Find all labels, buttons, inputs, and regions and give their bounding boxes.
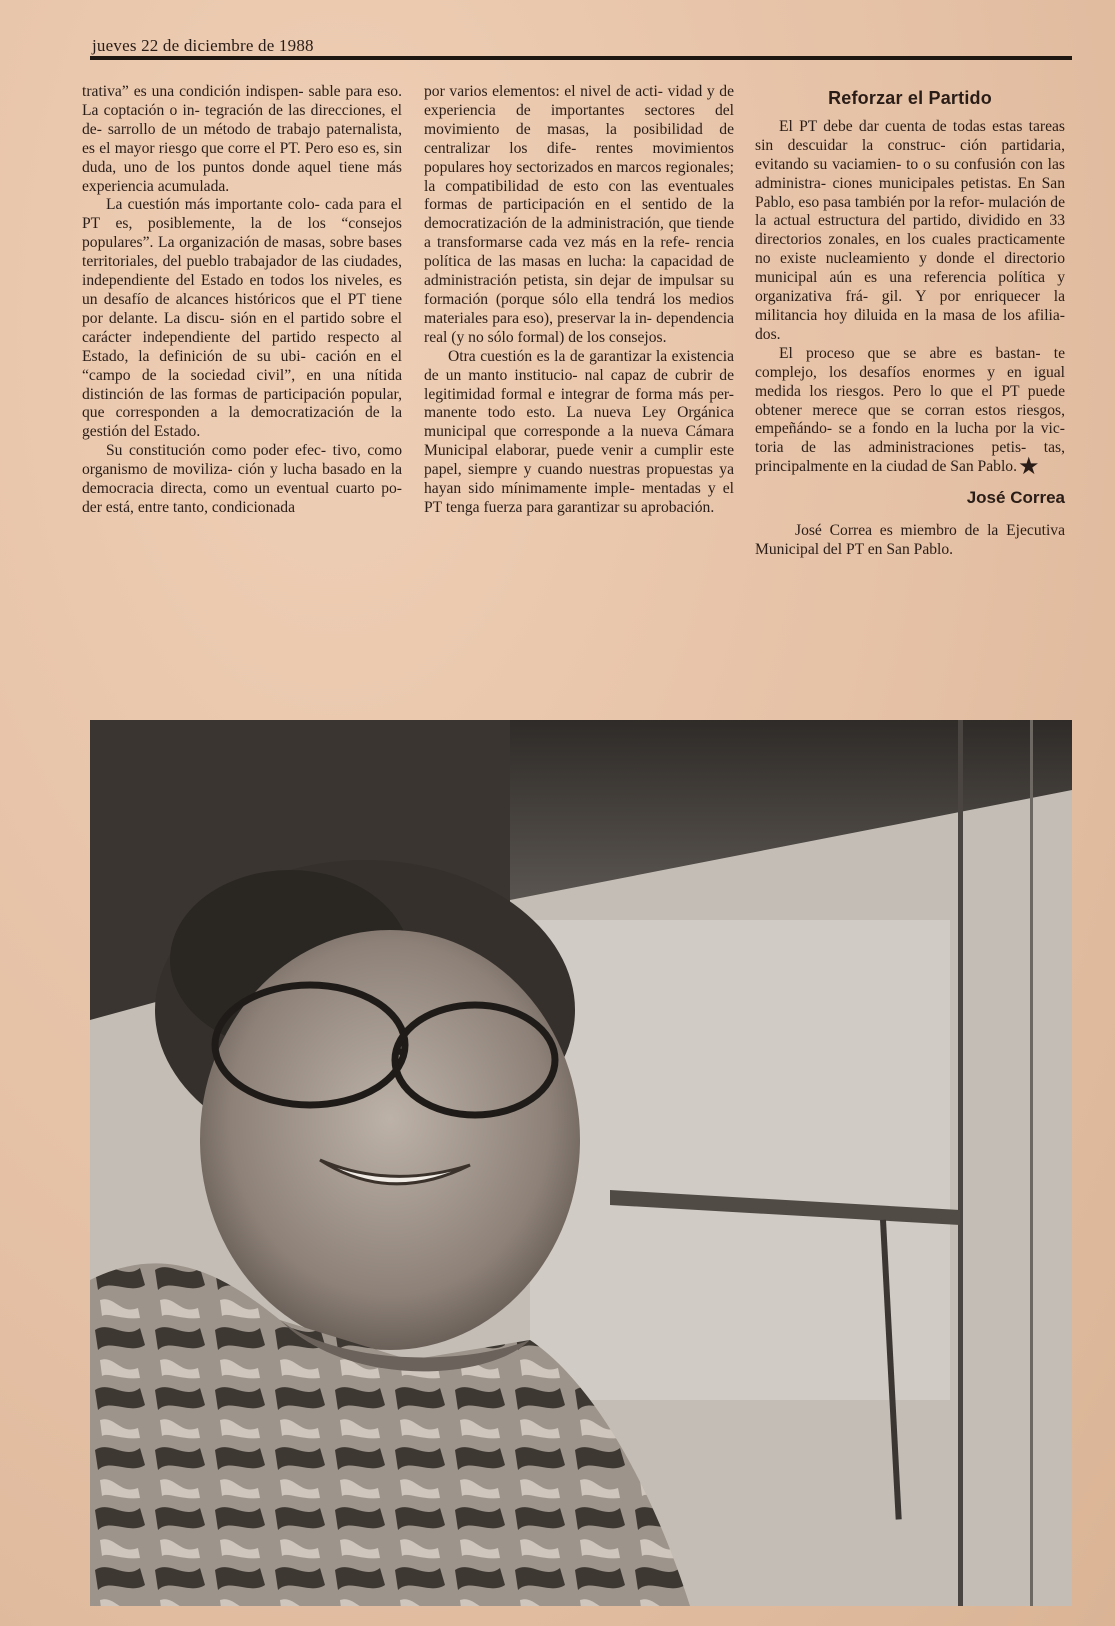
- paragraph: [755, 344, 1065, 481]
- header-rule: [90, 56, 1072, 60]
- paragraph: Otra cuestión es la de garantizar la existencia de un manto institucio- nal capaz de cubrir de legitimidad formal e integrar de forma más per- manente todo esto. La nueva Ley Orgánica municipal que corresponde a la nueva Cámara Municipal elaborar, puede venir a cumplir este papel, siempre y cuando nuestras propuestas ya hayan sido mínimamente imple- mentadas y el PT tenga fuerza para garantizar su aprobación.: [424, 347, 734, 516]
- star-icon: ★: [1017, 454, 1040, 481]
- author-signature: José Correa: [966, 488, 1065, 508]
- paragraph: La cuestión más importante colo- cada para el PT es, posiblemente, la de los “consejos populares”. La organización de masas, sobre bases territoriales, del pueblo trabajador de las ciudades, independiente del Estado en todos los niveles, es un desafío de alcances históricos que el PT tiene por delante. La discu- sión en el partido sobre el carácter independiente del partido respecto al Estado, la definición de su ubi- cación en el “campo de la sociedad civil”, en una nítida distinción de las formas de participación popular, que corresponden a la democratización de la gestión del Estado.: [82, 196, 402, 441]
- portrait-photo: [90, 720, 1072, 1606]
- section-heading: Reforzar el Partido: [828, 88, 992, 108]
- paragraph-text: El proceso que se abre es bastan- te complejo, los desafíos enormes y en igual medida los riesgos. Pero lo que el PT puede obtener merece que se corran estos riesgos, empeñándo- se a fondo en la lucha por la vic- toria de las administraciones petis- tas, principalmente en la ciudad de San Pablo.: [755, 344, 1065, 476]
- page-date: jueves 22 de diciembre de 1988: [92, 36, 314, 55]
- paragraph: trativa” es una condición indispen- sable para eso. La coptación o in- tegración de las direcciones, el de- sarrollo de un método de trabajo paternalista, es el mayor riesgo que corre el PT. Pero eso es, sin duda, uno de los puntos donde aquel tiene más experiencia acumulada.: [82, 83, 402, 195]
- paragraph: Su constitución como poder efec- tivo, como organismo de moviliza- ción y lucha basado en la democracia directa, como un eventual cuarto po- der está, entre tanto, condicionada: [82, 442, 402, 516]
- article-column-1: [82, 83, 402, 518]
- paragraph: El PT debe dar cuenta de todas estas tareas sin descuidar la construc- ción partidaria, evitando su vaciamien- to o su confusión con las administra- ciones municipales petistas. En San Pablo, eso pasa también por la refor- mulación de la actual estructura del partido, dividido en 33 directorios zonales, en los cuales practicamente no existe nucleamiento y donde el directorio municipal aún es una referencia política y organizativa frá- gil. Y por enriquecer la militancia hoy diluida en la masa de los afilia- dos.: [755, 117, 1065, 343]
- author-bio-text: José Correa es miembro de la Ejecutiva Municipal del PT en San Pablo.: [755, 522, 1065, 558]
- article-column-3: [755, 83, 1065, 560]
- portrait-photo-image: [90, 720, 1072, 1606]
- author-bio: [755, 522, 1065, 560]
- article-column-2: [424, 83, 734, 518]
- paragraph: por varios elementos: el nivel de acti- vidad y de experiencia de importantes sectores del movimiento de masas, la posibilidad de centralizar los dife- rentes movimientos populares hoy sectorizados en marcos regionales; la compatibilidad de esto con las eventuales formas de participación en el sentido de la democratización de la administración, que tiende a transformarse cada vez más en la refe- rencia política de las masas en lucha: la capacidad de administración petista, sin dejar de impulsar su formación (porque sólo ella tendrá los medios materiales para eso), preservar la in- dependencia real (y no sólo formal) de los consejos.: [424, 83, 734, 346]
